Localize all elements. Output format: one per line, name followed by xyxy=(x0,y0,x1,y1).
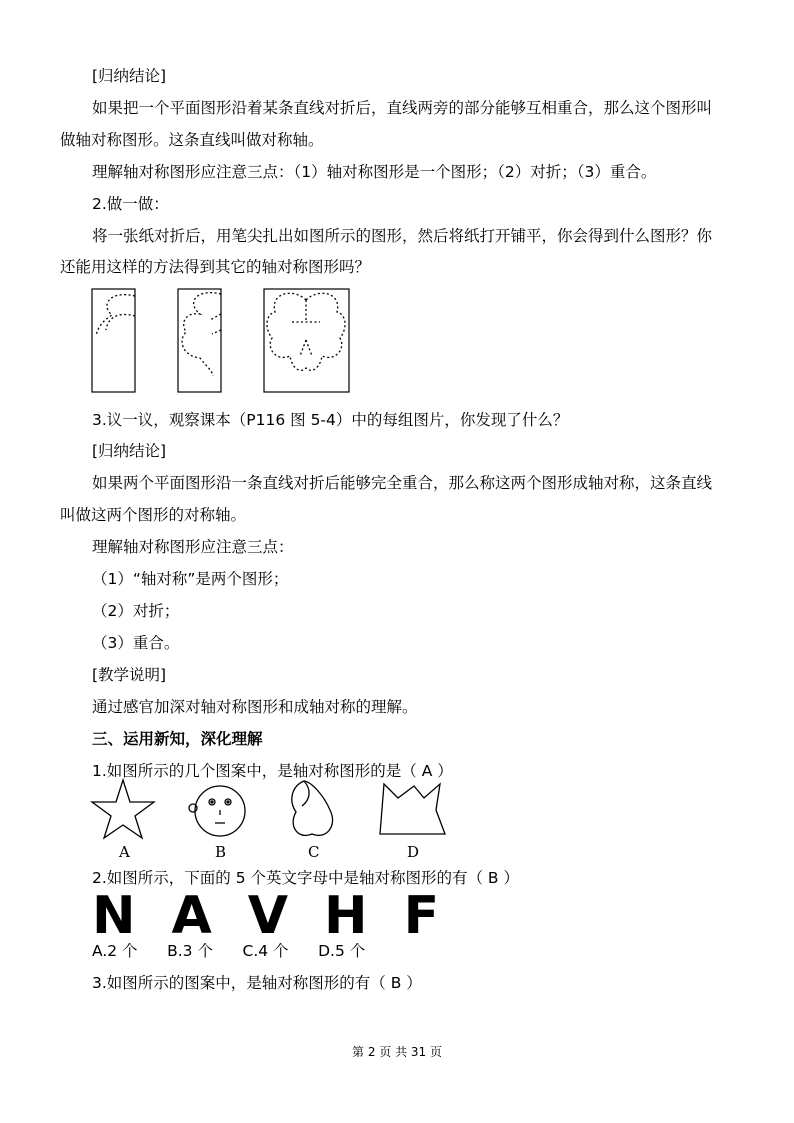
question-1: 1.如图所示的几个图案中，是轴对称图形的是（ A ） xyxy=(92,762,453,780)
option-b-label: B xyxy=(215,843,227,861)
star-shape xyxy=(92,780,154,838)
teardrop-shape xyxy=(292,781,333,835)
definition-line-1: 如果把一个平面图形沿着某条直线对折后，直线两旁的部分能够互相重合，那么这个图形叫 xyxy=(92,99,713,117)
teaching-note-heading: [教学说明] xyxy=(92,666,167,684)
letter-n: N xyxy=(92,886,136,946)
option-a-label: A xyxy=(119,843,130,861)
letter-a: A xyxy=(171,886,212,946)
letter-h: H xyxy=(324,886,368,946)
symmetry-def-line-2: 叫做这两个图形的对称轴。 xyxy=(60,506,247,524)
option-d-label: D xyxy=(407,843,420,861)
question-3: 3.如图所示的图案中，是轴对称图形的有（ B ） xyxy=(92,974,422,992)
note-point-1: （1）“轴对称”是两个图形； xyxy=(92,570,289,588)
definition-line-2: 做轴对称图形。这条直线叫做对称轴。 xyxy=(60,131,324,149)
letter-f: F xyxy=(403,886,440,946)
teaching-note-text: 通过感官加深对轴对称图形和成轴对称的理解。 xyxy=(92,698,418,716)
option-c-label: C xyxy=(308,843,320,861)
english-letters xyxy=(92,888,475,944)
note-point-2: （2）对折； xyxy=(92,602,180,620)
activity-line-1: 将一张纸对折后，用笔尖扎出如图所示的图形，然后将纸打开铺平，你会得到什么图形？你 xyxy=(92,227,713,245)
activity-line-2: 还能用这样的方法得到其它的轴对称图形吗？ xyxy=(60,258,371,276)
section-do-it: 2.做一做： xyxy=(92,195,169,213)
question-2-options: A.2 个 B.3 个 C.4 个 D.5 个 xyxy=(92,942,366,960)
conclusion-heading-2: [归纳结论] xyxy=(92,442,167,460)
note-three-points: 理解轴对称图形应注意三点：（1）轴对称图形是一个图形；（2）对折；（3）重合。 xyxy=(92,163,657,181)
symmetry-def-line-1: 如果两个平面图形沿一条直线对折后能够完全重合，那么称这两个图形成轴对称，这条直线 xyxy=(92,474,713,492)
note-point-3: （3）重合。 xyxy=(92,634,180,652)
section-three-heading: 三、运用新知，深化理解 xyxy=(92,730,263,748)
conclusion-heading-1: [归纳结论] xyxy=(92,67,167,85)
letter-v: V xyxy=(247,886,289,946)
note-heading: 理解轴对称图形应注意三点： xyxy=(92,538,294,556)
page-footer: 第 2 页 共 31 页 xyxy=(352,1045,442,1059)
question-2: 2.如图所示，下面的 5 个英文字母中是轴对称图形的有（ B ） xyxy=(92,869,519,887)
discuss-line: 3.议一议，观察课本（P116 图 5-4）中的每组图片，你发现了什么？ xyxy=(92,411,569,429)
crown-shape xyxy=(380,784,445,834)
